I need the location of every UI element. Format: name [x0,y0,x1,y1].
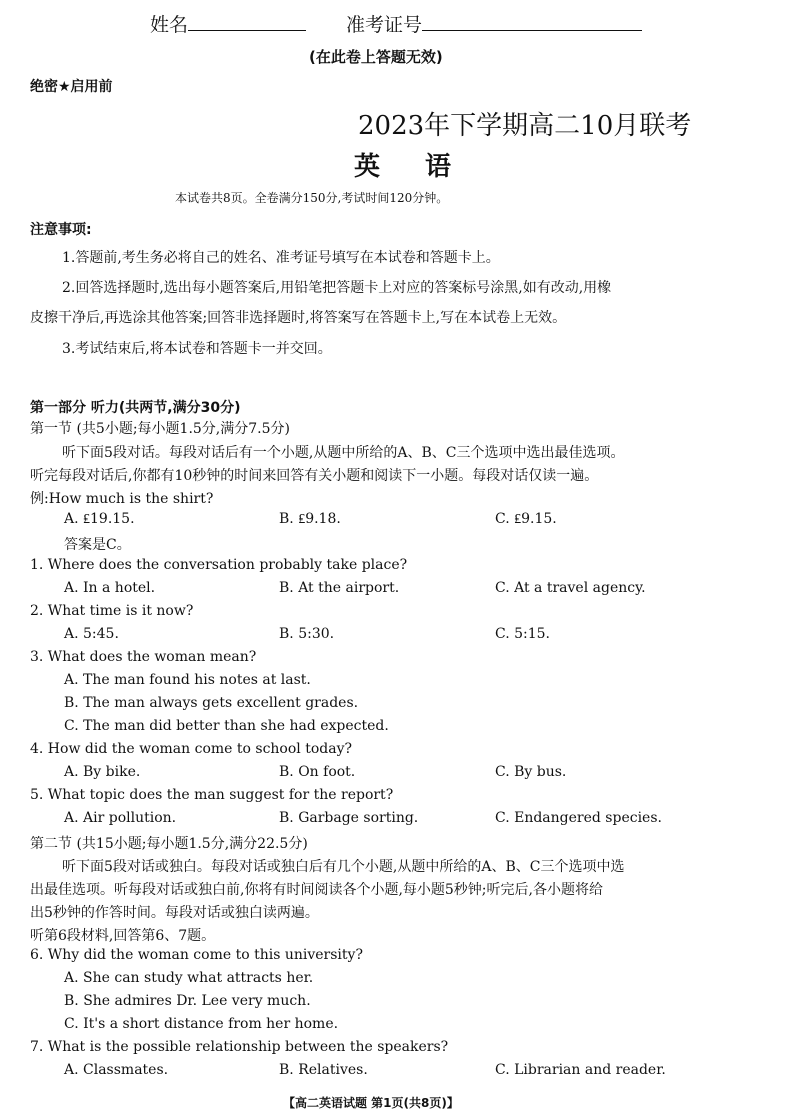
section2-heading: 第二节 (共15小题;每小题1.5分,满分22.5分) [30,836,308,852]
subject-title: 英 语 [354,152,470,182]
q3-option-c: C. The man did better than she had expected. [64,718,389,734]
page-footer: 【高二英语试题 第1页(共8页)】 [283,1096,459,1110]
id-field-row [346,10,642,37]
section2-instr: 出5秒钟的作答时间。每段对话或独白读两遍。 [30,905,319,921]
id-label: 准考证号 [346,14,423,36]
example-answer: 答案是C。 [64,537,131,553]
q5-option-a: A. Air pollution. [64,810,177,826]
id-blank [422,16,642,31]
note-item: 2.回答选择题时,选出每小题答案后,用铅笔把答题卡上对应的答案标号涂黑,如有改动,用橡 [62,280,612,296]
example-question: 例:How much is the shirt? [30,491,214,507]
material-note: 听第6段材料,回答第6、7题。 [30,928,216,944]
q4-option-c: C. By bus. [495,764,567,780]
q6-option-b: B. She admires Dr. Lee very much. [64,993,311,1009]
q2-option-b: B. 5:30. [279,626,335,642]
name-label: 姓名 [150,14,189,36]
question-6: 6. Why did the woman come to this university? [30,947,363,963]
name-field-row [150,10,306,37]
section2-instr: 出最佳选项。听每段对话或独白前,你将有时间阅读各个小题,每小题5秒钟;听完后,各小题将给 [30,882,603,898]
q7-option-a: A. Classmates. [64,1062,169,1078]
q1-option-b: B. At the airport. [279,580,400,596]
example-option-a: A. ₤19.15. [64,511,135,527]
name-blank [188,16,306,31]
q5-option-c: C. Endangered species. [495,810,662,826]
section1-instr: 听完每段对话后,你都有10秒钟的时间来回答有关小题和阅读下一小题。每段对话仅读一遍。 [30,468,599,484]
note-item: 皮擦干净后,再选涂其他答案;回答非选择题时,将答案写在答题卡上,写在本试卷上无效。 [30,310,567,326]
q7-option-b: B. Relatives. [279,1062,368,1078]
section1-heading: 第一节 (共5小题;每小题1.5分,满分7.5分) [30,421,290,437]
q1-option-a: A. In a hotel. [64,580,156,596]
q7-option-c: C. Librarian and reader. [495,1062,666,1078]
notes-heading: 注意事项: [30,222,92,238]
example-option-b: B. ₤9.18. [279,511,341,527]
q6-option-c: C. It's a short distance from her home. [64,1016,339,1032]
q6-option-a: A. She can study what attracts her. [64,970,314,986]
q4-option-a: A. By bike. [64,764,141,780]
secret-mark: 绝密★启用前 [30,79,113,95]
example-option-c: C. ₤9.15. [495,511,557,527]
question-5: 5. What topic does the man suggest for the report? [30,787,394,803]
question-2: 2. What time is it now? [30,603,194,619]
note-item: 1.答题前,考生务必将自己的姓名、准考证号填写在本试卷和答题卡上。 [62,250,500,266]
q1-option-c: C. At a travel agency. [495,580,646,596]
invalid-note: (在此卷上答题无效) [309,48,443,66]
question-7: 7. What is the possible relationship between the speakers? [30,1039,449,1055]
question-1: 1. Where does the conversation probably take place? [30,557,408,573]
q2-option-c: C. 5:15. [495,626,551,642]
part1-heading: 第一部分 听力(共两节,满分30分) [30,400,241,416]
question-4: 4. How did the woman come to school today? [30,741,352,757]
q3-option-a: A. The man found his notes at last. [64,672,311,688]
exam-summary: 本试卷共8页。全卷满分150分,考试时间120分钟。 [175,191,449,205]
question-3: 3. What does the woman mean? [30,649,257,665]
section1-instr: 听下面5段对话。每段对话后有一个小题,从题中所给的A、B、C三个选项中选出最佳选项。 [62,445,625,461]
q5-option-b: B. Garbage sorting. [279,810,419,826]
section2-instr: 听下面5段对话或独白。每段对话或独白后有几个小题,从题中所给的A、B、C三个选项中选 [62,859,625,875]
exam-title: 2023年下学期高二10月联考 [358,111,692,141]
q2-option-a: A. 5:45. [64,626,119,642]
q3-option-b: B. The man always gets excellent grades. [64,695,359,711]
q4-option-b: B. On foot. [279,764,356,780]
note-item: 3.考试结束后,将本试卷和答题卡一并交回。 [62,341,332,357]
